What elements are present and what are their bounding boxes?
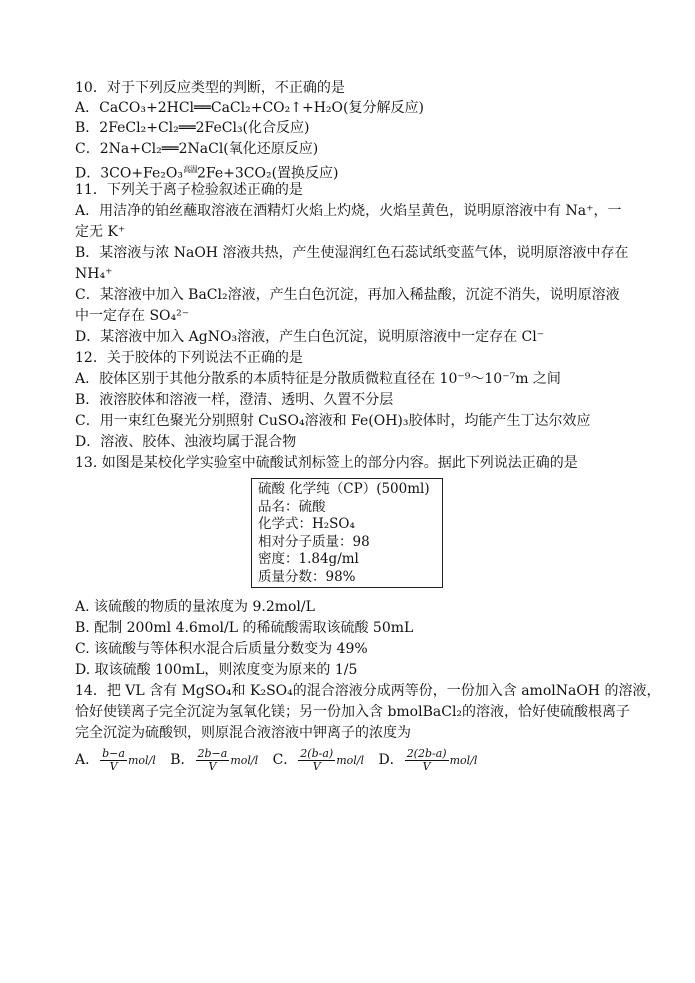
q14-option-b-unit: mol/l (230, 754, 259, 767)
q12-option-c: C．用一束红色聚光分别照射 CuSO₄溶液和 Fe(OH)₃胶体时，均能产生丁达尔效应 (75, 413, 591, 429)
q11-option-b-line2: NH₄⁺ (75, 266, 113, 282)
q12-stem: 12．关于胶体的下列说法不正确的是 (75, 350, 303, 366)
q14-option-b-numerator: 2b−a (197, 746, 228, 760)
q14-option-a (75, 746, 156, 775)
q11-option-a-line2: 定无 K⁺ (75, 224, 126, 240)
q11-option-c-line2: 中一定存在 SO₄²⁻ (75, 308, 190, 324)
q14-stem-line3: 完全沉淀为硫酸钡，则原混合液溶液中钾离子的浓度为 (75, 725, 411, 741)
q10-reaction-condition: 高温 (183, 165, 197, 174)
q10-option-d-products: 2Fe+3CO₂(置换反应) (197, 165, 339, 182)
q11-option-c-line1: C．某溶液中加入 BaCl₂溶液，产生白色沉淀，再加入稀盐酸，沉淀不消失，说明原溶液 (75, 287, 620, 303)
q14-option-d-letter: D． (378, 752, 404, 768)
q12-option-b: B．液溶胶体和溶液一样，澄清、透明、久置不分层 (75, 392, 394, 408)
q14-stem-line2: 恰好使镁离子完全沉淀为氢氧化镁；另一份加入含 bmolBaCl₂的溶液，恰好使硫酸根离子 (75, 704, 631, 720)
q14-option-b-fraction (196, 748, 230, 773)
q10-stem: 10．对于下列反应类型的判断，不正确的是 (75, 80, 345, 96)
q12-option-d: D．溶液、胶体、浊液均属于混合物 (75, 434, 297, 450)
reagent-label-box (251, 478, 443, 588)
reagent-label-mass-fraction: 质量分数：98% (258, 568, 356, 585)
q11-option-b-line1: B．某溶液与浓 NaOH 溶液共热，产生使湿润红色石蕊试纸变蓝气体，说明原溶液中存在 (75, 245, 629, 261)
q14-option-b (170, 746, 258, 775)
reagent-label-name: 品名：硫酸 (258, 498, 326, 515)
q10-option-b: B．2FeCl₂+Cl₂══2FeCl₃(化合反应) (75, 120, 310, 136)
q14-option-d-fraction (405, 748, 449, 773)
q13-stem: 13. 如图是某校化学实验室中硫酸试剂标签上的部分内容。据此下列说法正确的是 (75, 455, 578, 471)
q14-option-a-unit: mol/l (127, 754, 156, 767)
q13-option-b: B. 配制 200ml 4.6mol/L 的稀硫酸需取该硫酸 50mL (75, 620, 414, 636)
q14-stem-line1: 14．把 VL 含有 MgSO₄和 K₂SO₄的混合溶液分成两等份，一份加入含 amolNaOH 的溶液， (75, 683, 661, 699)
reagent-label-molar-mass: 相对分子质量：98 (258, 533, 370, 550)
q13-option-a: A. 该硫酸的物质的量浓度为 9.2mol/L (75, 599, 315, 615)
q11-stem: 11．下列关于离子检验叙述正确的是 (75, 182, 303, 198)
reagent-label-density: 密度：1.84g/ml (258, 551, 359, 567)
q11-option-d: D．某溶液中加入 AgNO₃溶液，产生白色沉淀，说明原溶液中一定存在 Cl⁻ (75, 329, 545, 345)
q14-option-a-letter: A． (75, 752, 100, 768)
reagent-label-title: 硫酸 化学纯（CP）(500ml) (258, 481, 430, 497)
q14-option-b-denominator: V (208, 759, 217, 773)
q14-option-c-unit: mol/l (336, 754, 364, 767)
q14-option-c-letter: C． (272, 752, 298, 768)
q14-option-b-letter: B． (170, 752, 195, 768)
q14-option-d (378, 746, 477, 775)
q14-option-c (273, 746, 364, 775)
q10-option-c: C．2Na+Cl₂══2NaCl(氧化还原反应) (75, 141, 319, 157)
q14-option-c-denominator: V (312, 759, 321, 773)
q14-options (75, 746, 487, 775)
q13-option-d: D. 取该硫酸 100mL，则浓度变为原来的 1/5 (75, 662, 358, 678)
q11-option-a-line1: A．用洁净的铂丝蘸取溶液在酒精灯火焰上灼烧，火焰呈黄色，说明原溶液中有 Na⁺，一 (75, 203, 622, 219)
q10-option-d-reactants: D．3CO+Fe₂O₃ (75, 165, 183, 182)
reagent-label-formula: 化学式：H₂SO₄ (258, 516, 355, 532)
q14-option-c-fraction (298, 748, 335, 773)
q14-option-a-denominator: V (109, 759, 118, 773)
q14-option-a-fraction (100, 748, 127, 773)
q10-option-a: A．CaCO₃+2HCl══CaCl₂+CO₂↑+H₂O(复分解反应) (75, 100, 424, 116)
q14-option-d-numerator: 2(2b-a) (406, 746, 447, 760)
q14-option-d-denominator: V (422, 759, 431, 773)
q12-option-a: A．胶体区别于其他分散系的本质特征是分散质微粒直径在 10⁻⁹～10⁻⁷m 之间 (75, 371, 561, 387)
q13-option-c: C. 该硫酸与等体积水混合后质量分数变为 49% (75, 641, 368, 657)
q14-option-c-numerator: 2(b-a) (300, 746, 334, 760)
q14-option-a-numerator: b−a (102, 746, 125, 760)
q14-option-d-unit: mol/l (449, 754, 478, 767)
